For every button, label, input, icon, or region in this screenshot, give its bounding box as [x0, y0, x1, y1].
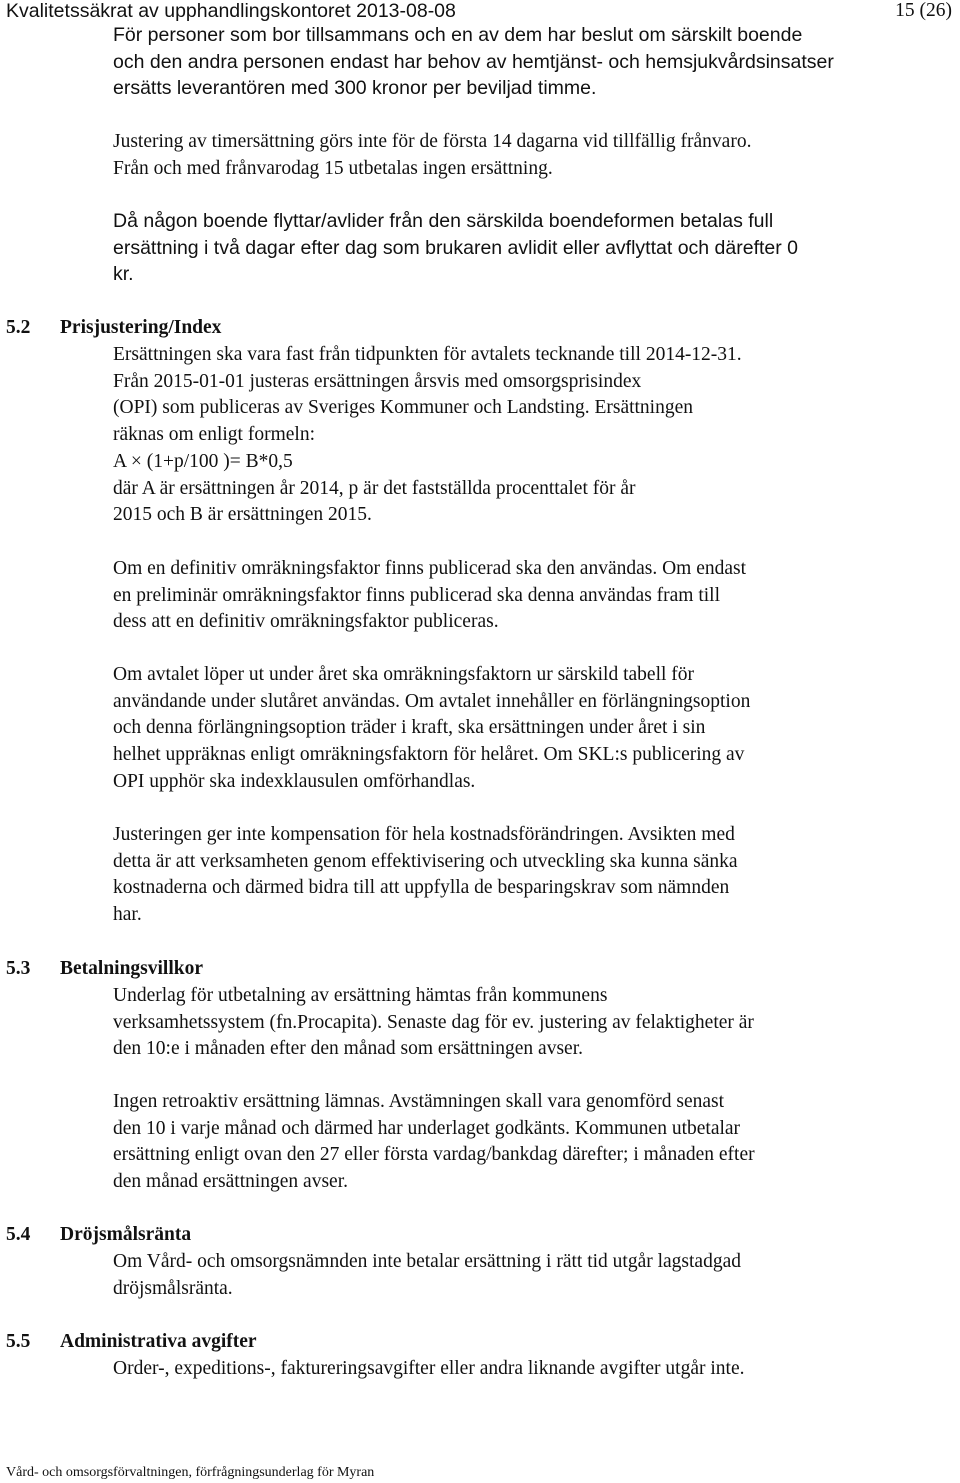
section-5-2-paragraph-2 — [113, 556, 903, 636]
text-line: (OPI) som publiceras av Sveriges Kommuner och Landsting. Ersättningen — [113, 397, 694, 419]
section-5-2-paragraph-3 — [113, 662, 903, 796]
text-line: Justeringen ger inte kompensation för hela kostnadsförändringen. Avsikten med — [113, 824, 735, 845]
text-line: Om en definitiv omräkningsfaktor finns publicerad ska den användas. Om endast — [113, 558, 747, 579]
section-title-betalningsvillkor: Betalningsvillkor — [60, 958, 204, 979]
text-line: den 10 i varje månad och därmed har underlaget godkänts. Kommunen utbetalar — [113, 1117, 741, 1139]
text-line: För personer som bor tillsammans och en av dem har beslut om särskilt boende — [113, 24, 803, 46]
text-line: Ersättningen ska vara fast från tidpunkten för avtalets tecknande till 2014-12-31. — [113, 344, 742, 365]
text-line: helhet uppräknas enligt omräkningsfaktorn för helåret. Om SKL:s publicering av — [113, 744, 745, 766]
section-number: 5.3 — [6, 958, 31, 979]
text-line: den månad ersättningen avser. — [113, 1171, 348, 1193]
section-5-2-paragraph-1 — [113, 342, 903, 529]
text-line: har. — [113, 904, 142, 926]
section-number: 5.5 — [6, 1331, 31, 1352]
text-line: Underlag för utbetalning av ersättning hämtas från kommunens — [113, 985, 608, 1006]
section-5-4-paragraph-1 — [113, 1249, 903, 1302]
text-line: kr. — [113, 263, 134, 286]
section-5-3-paragraph-1 — [113, 983, 903, 1063]
text-line: OPI upphör ska indexklausulen omförhandlas. — [113, 770, 476, 792]
section-5-2-paragraph-4 — [113, 822, 903, 929]
text-line: dess att en definitiv omräkningsfaktor publiceras. — [113, 611, 499, 633]
text-line: räknas om enligt formeln: — [113, 424, 315, 446]
intro-paragraph-2 — [113, 129, 903, 182]
text-line: Från 2015-01-01 justeras ersättningen årsvis med omsorgsprisindex — [113, 370, 642, 392]
section-5-3-paragraph-2 — [113, 1089, 903, 1196]
text-line: Från och med frånvarodag 15 utbetalas ingen ersättning. — [113, 157, 553, 179]
section-title-prisjustering: Prisjustering/Index — [60, 317, 222, 338]
section-title-drojsmalsranta: Dröjsmålsränta — [60, 1224, 192, 1245]
text-line: och den andra personen endast har behov av hemtjänst- och hemsjukvårdsinsatser — [113, 50, 834, 73]
text-line: Då någon boende flyttar/avlider från den särskilda boendeformen betalas full — [113, 210, 774, 232]
text-line: Ingen retroaktiv ersättning lämnas. Avstämningen skall vara genomförd senast — [113, 1091, 725, 1112]
text-line: Order-, expeditions-, faktureringsavgifter eller andra liknande avgifter utgår inte. — [113, 1358, 745, 1379]
text-line: där A är ersättningen år 2014, p är det fastställda procenttalet för år — [113, 477, 636, 499]
section-number: 5.2 — [6, 317, 31, 338]
text-line: ersättning i två dagar efter dag som brukaren avlidit eller avflyttat och därefter 0 — [113, 236, 799, 259]
text-line: ersättning enligt ovan den 27 eller första vardag/bankdag därefter; i månaden efter — [113, 1144, 755, 1166]
header-document-status: Kvalitetssäkrat av upphandlingskontoret 2013-08-08 — [6, 0, 456, 22]
header-page-number: 15 (26) — [895, 0, 952, 21]
section-5-5-paragraph-1 — [113, 1356, 903, 1383]
section-number: 5.4 — [6, 1224, 31, 1245]
text-line: en preliminär omräkningsfaktor finns publicerad ska denna användas fram till — [113, 584, 721, 606]
text-line: Justering av timersättning görs inte för de första 14 dagarna vid tillfällig frånvaro. — [113, 131, 752, 152]
intro-paragraph-3 — [113, 208, 903, 288]
footer-text: Vård- och omsorgsförvaltningen, förfrågningsunderlag för Myran — [6, 1465, 375, 1480]
text-line: användande under slutåret användas. Om avtalet innehåller en förlängningsoption — [113, 690, 751, 712]
text-line: 2015 och B är ersättningen 2015. — [113, 504, 372, 526]
formula-line: A × (1+p/100 )= B*0,5 — [113, 450, 293, 472]
text-line: och denna förlängningsoption träder i kraft, ska ersättningen under året i sin — [113, 717, 706, 739]
text-line: dröjsmålsränta. — [113, 1277, 233, 1299]
text-line: Om Vård- och omsorgsnämnden inte betalar ersättning i rätt tid utgår lagstadgad — [113, 1251, 741, 1272]
intro-paragraph-1 — [113, 22, 903, 102]
section-title-administrativa-avgifter: Administrativa avgifter — [60, 1331, 257, 1352]
text-line: kostnaderna och därmed bidra till att uppfylla de besparingskrav som nämnden — [113, 877, 730, 899]
text-line: verksamhetssystem (fn.Procapita). Senaste dag för ev. justering av felaktigheter är — [113, 1011, 754, 1033]
text-line: detta är att verksamheten genom effektivisering och utveckling ska kunna sänka — [113, 850, 738, 872]
text-line: ersätts leverantören med 300 kronor per beviljad timme. — [113, 77, 597, 100]
text-line: den 10:e i månaden efter den månad som ersättningen avser. — [113, 1038, 583, 1060]
text-line: Om avtalet löper ut under året ska omräkningsfaktorn ur särskild tabell för — [113, 664, 695, 685]
